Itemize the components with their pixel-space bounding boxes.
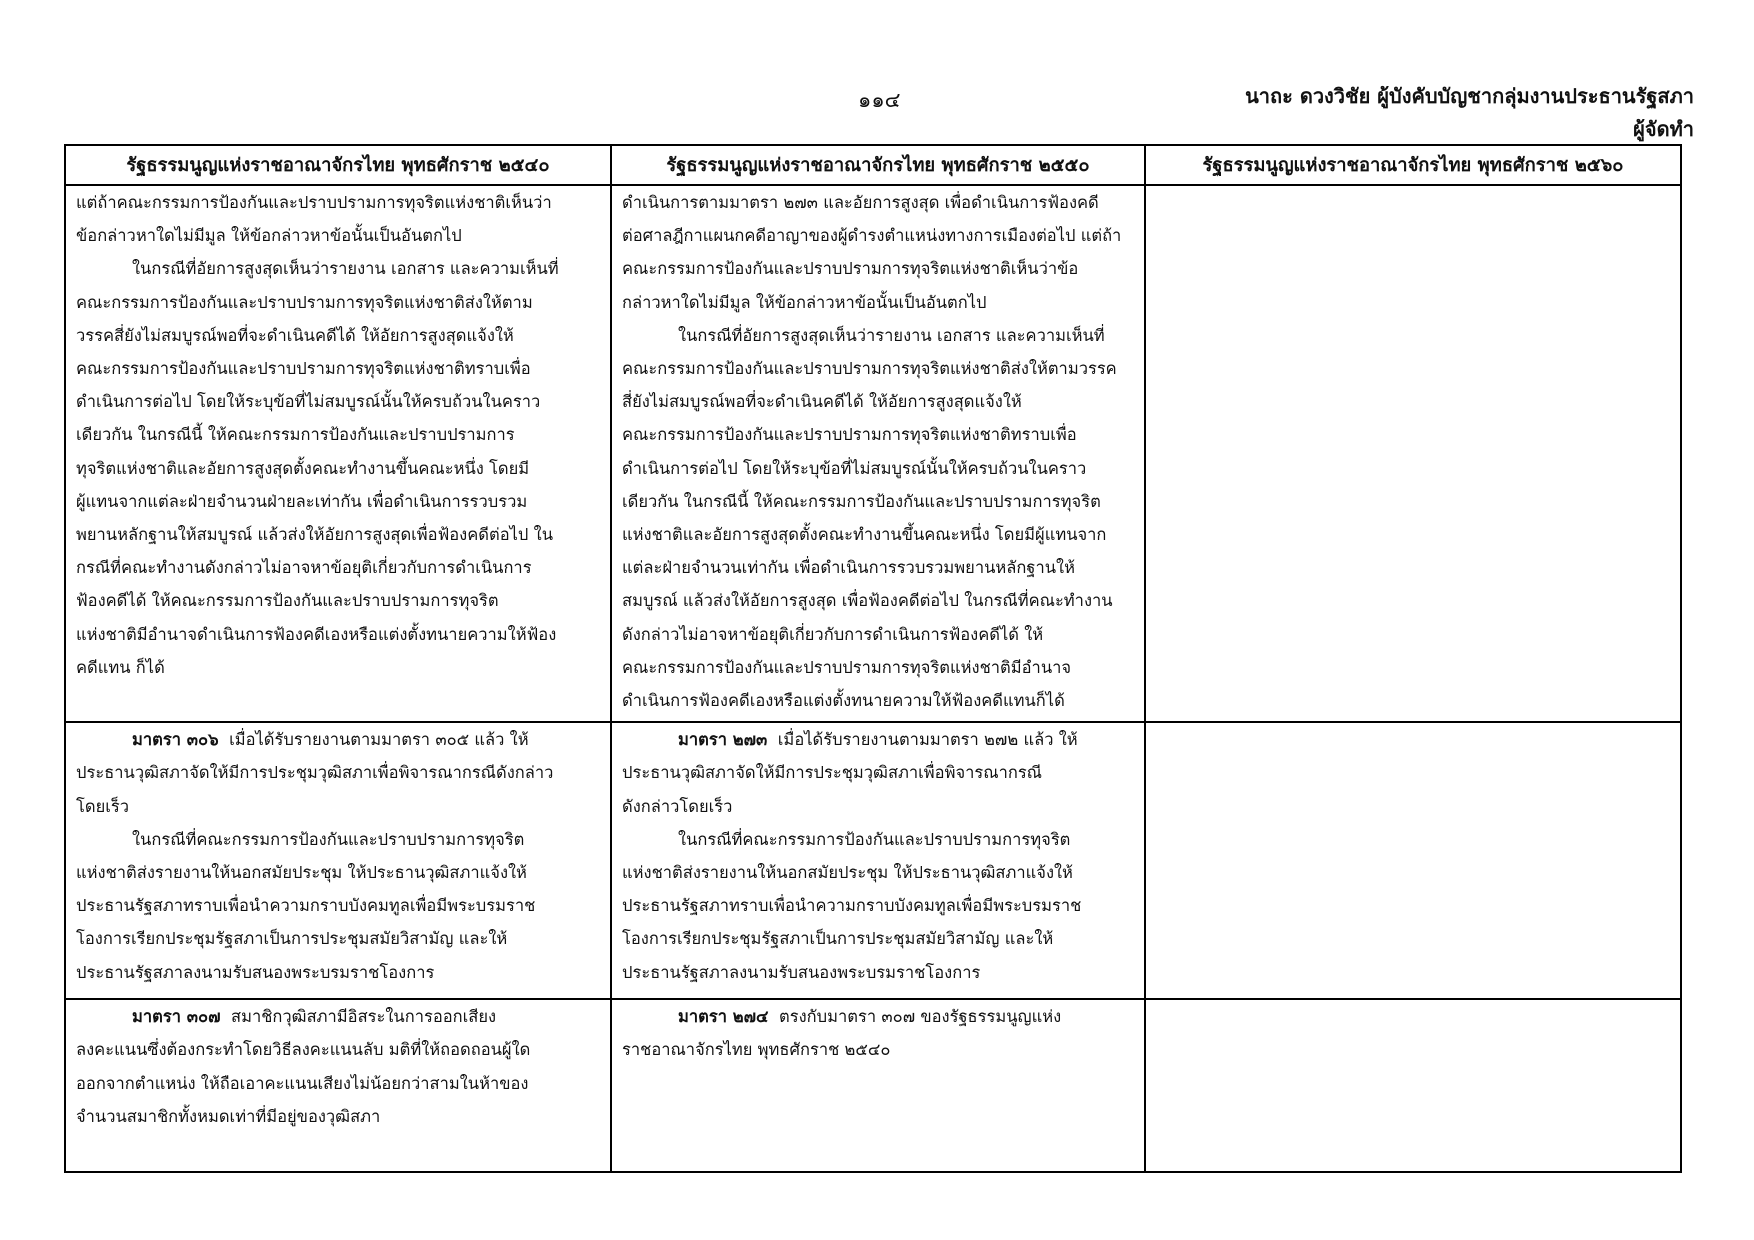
text-line: ทุจริตแห่งชาติและอัยการสูงสุดตั้งคณะทำงานขึ้นคณะหนึ่ง โดยมี	[76, 458, 530, 478]
text-line: สี่ยังไม่สมบูรณ์พอที่จะดำเนินคดีได้ ให้อัยการสูงสุดแจ้งให้	[622, 392, 1022, 412]
section-number: มาตรา ๓๐๗	[132, 1007, 221, 1027]
text-line: แต่ถ้าคณะกรรมการป้องกันและปราบปรามการทุจริตแห่งชาติเห็นว่า	[76, 193, 552, 212]
text-line: โดยเร็ว	[76, 796, 130, 816]
text-line: จำนวนสมาชิกทั้งหมดเท่าที่มีอยู่ของวุฒิสภา	[76, 1106, 381, 1126]
text-line: วรรคสี่ยังไม่สมบูรณ์พอที่จะดำเนินคดีได้ ให้อัยการสูงสุดแจ้งให้	[76, 325, 514, 345]
text-line: คณะกรรมการป้องกันและปราบปรามการทุจริตแห่งชาติทราบเพื่อ	[622, 425, 1077, 445]
text-line: คณะกรรมการป้องกันและปราบปรามการทุจริตแห่งชาติส่งให้ตามวรรค	[622, 359, 1117, 379]
text-line: ราชอาณาจักรไทย พุทธศักราช ๒๕๔๐	[622, 1040, 891, 1060]
text-line: ในกรณีที่คณะกรรมการป้องกันและปราบปรามการทุจริต	[132, 829, 525, 849]
text-line: โองการเรียกประชุมรัฐสภาเป็นการประชุมสมัยวิสามัญ และให้	[76, 929, 508, 949]
text-line: ประธานรัฐสภาลงนามรับสนองพระบรมราชโองการ	[76, 962, 435, 982]
cell-2560	[1145, 999, 1681, 1172]
column-header-2560: รัฐธรรมนูญแห่งราชอาณาจักรไทย พุทธศักราช ๒๕๖๐	[1145, 145, 1681, 185]
text-line: ออกจากตำแหน่ง ให้ถือเอาคะแนนเสียงไม่น้อยกว่าสามในห้าของ	[76, 1073, 529, 1093]
section-number: มาตรา ๓๐๖	[132, 730, 219, 750]
text-line: โองการเรียกประชุมรัฐสภาเป็นการประชุมสมัยวิสามัญ และให้	[622, 929, 1054, 949]
text-line: ประธานรัฐสภาลงนามรับสนองพระบรมราชโองการ	[622, 962, 981, 982]
text-line: ดำเนินการฟ้องคดีเองหรือแต่งตั้งทนายความให้ฟ้องคดีแทนก็ได้	[622, 691, 1065, 711]
text-run: ตรงกับมาตรา ๓๐๗ ของรัฐธรรมนูญแห่ง	[779, 1007, 1062, 1027]
text-line: ดังกล่าวโดยเร็ว	[622, 796, 733, 816]
text-line	[76, 723, 600, 756]
text-line: ประธานวุฒิสภาจัดให้มีการประชุมวุฒิสภาเพื่อพิจารณากรณีดังกล่าว	[76, 763, 554, 783]
text-line: สมบูรณ์ แล้วส่งให้อัยการสูงสุด เพื่อฟ้องคดีต่อไป ในกรณีที่คณะทำงาน	[622, 591, 1113, 611]
author-name: นาถะ ดวงวิชัย ผู้บังคับบัญชากลุ่มงานประธานรัฐสภา	[1245, 84, 1694, 108]
text-line: ข้อกล่าวหาใดไม่มีมูล ให้ข้อกล่าวหาข้อนั้นเป็นอันตกไป	[76, 226, 462, 246]
text-line: แห่งชาติมีอำนาจดำเนินการฟ้องคดีเองหรือแต่งตั้งทนายความให้ฟ้อง	[76, 624, 557, 644]
text-line: พยานหลักฐานให้สมบูรณ์ แล้วส่งให้อัยการสูงสุดเพื่อฟ้องคดีต่อไป ใน	[76, 525, 553, 545]
text-line: ดำเนินการต่อไป โดยให้ระบุข้อที่ไม่สมบูรณ์นั้นให้ครบถ้วนในคราว	[76, 392, 541, 412]
page-number: ๑๑๔	[858, 88, 901, 112]
column-header-2550: รัฐธรรมนูญแห่งราชอาณาจักรไทย พุทธศักราช ๒๕๕๐	[611, 145, 1145, 185]
text-line: ในกรณีที่อัยการสูงสุดเห็นว่ารายงาน เอกสาร และความเห็นที่	[678, 325, 1105, 345]
section-number: มาตรา ๒๗๓	[678, 730, 768, 750]
text-line: แห่งชาติส่งรายงานให้นอกสมัยประชุม ให้ประธานวุฒิสภาแจ้งให้	[622, 863, 1073, 883]
author-block	[1245, 80, 1694, 146]
cell-2550	[611, 722, 1145, 999]
text-line: ดังกล่าวไม่อาจหาข้อยุติเกี่ยวกับการดำเนินการฟ้องคดีได้ ให้	[622, 624, 1044, 644]
text-line: ผู้แทนจากแต่ละฝ่ายจำนวนฝ่ายละเท่ากัน เพื่อดำเนินการรวบรวม	[76, 491, 528, 511]
text-line: แต่ละฝ่ายจำนวนเท่ากัน เพื่อดำเนินการรวบรวมพยานหลักฐานให้	[622, 558, 1075, 578]
text-line: คณะกรรมการป้องกันและปราบปรามการทุจริตแห่งชาติมีอำนาจ	[622, 657, 1072, 677]
cell-2540	[65, 185, 611, 722]
table-row	[65, 185, 1681, 722]
text-line: คดีแทน ก็ได้	[76, 657, 165, 677]
text-line: เดียวกัน ในกรณีนี้ ให้คณะกรรมการป้องกันและปราบปรามการ	[76, 425, 515, 445]
cell-2560	[1145, 722, 1681, 999]
text-run: เมื่อได้รับรายงานตามมาตรา ๓๐๕ แล้ว ให้	[229, 730, 529, 750]
text-line: คณะกรรมการป้องกันและปราบปรามการทุจริตแห่งชาติส่งให้ตาม	[76, 292, 533, 312]
column-header-2540: รัฐธรรมนูญแห่งราชอาณาจักรไทย พุทธศักราช ๒๕๔๐	[65, 145, 611, 185]
text-line: ฟ้องคดีได้ ให้คณะกรรมการป้องกันและปราบปรามการทุจริต	[76, 591, 499, 611]
cell-2560	[1145, 185, 1681, 722]
text-line: ประธานรัฐสภาทราบเพื่อนำความกราบบังคมทูลเพื่อมีพระบรมราช	[76, 896, 536, 916]
cell-2540	[65, 722, 611, 999]
text-line: คณะกรรมการป้องกันและปราบปรามการทุจริตแห่งชาติทราบเพื่อ	[76, 359, 531, 379]
cell-2550	[611, 999, 1145, 1172]
text-line: ประธานรัฐสภาทราบเพื่อนำความกราบบังคมทูลเพื่อมีพระบรมราช	[622, 896, 1082, 916]
text-line: ในกรณีที่อัยการสูงสุดเห็นว่ารายงาน เอกสาร และความเห็นที่	[132, 259, 559, 279]
text-line: ในกรณีที่คณะกรรมการป้องกันและปราบปรามการทุจริต	[678, 829, 1071, 849]
text-line: ต่อศาลฎีกาแผนกคดีอาญาของผู้ดำรงตำแหน่งทางการเมืองต่อไป แต่ถ้า	[622, 226, 1122, 246]
text-line	[622, 723, 1134, 756]
author-role: ผู้จัดทำ	[1633, 117, 1694, 141]
text-line: ดำเนินการต่อไป โดยให้ระบุข้อที่ไม่สมบูรณ์นั้นให้ครบถ้วนในคราว	[622, 458, 1087, 478]
text-line: กรณีที่คณะทำงานดังกล่าวไม่อาจหาข้อยุติเกี่ยวกับการดำเนินการ	[76, 558, 532, 578]
text-line: ดำเนินการตามมาตรา ๒๗๓ และอัยการสูงสุด เพื่อดำเนินการฟ้องคดี	[622, 193, 1099, 212]
text-line: กล่าวหาใดไม่มีมูล ให้ข้อกล่าวหาข้อนั้นเป็นอันตกไป	[622, 292, 987, 312]
cell-2550	[611, 185, 1145, 722]
section-number: มาตรา ๒๗๔	[678, 1007, 769, 1027]
text-line: แห่งชาติส่งรายงานให้นอกสมัยประชุม ให้ประธานวุฒิสภาแจ้งให้	[76, 863, 527, 883]
header-row	[65, 145, 1681, 185]
text-line: แห่งชาติและอัยการสูงสุดตั้งคณะทำงานขึ้นคณะหนึ่ง โดยมีผู้แทนจาก	[622, 525, 1107, 545]
text-line	[76, 1000, 600, 1033]
table-row	[65, 999, 1681, 1172]
cell-2540	[65, 999, 611, 1172]
text-line: คณะกรรมการป้องกันและปราบปรามการทุจริตแห่งชาติเห็นว่าข้อ	[622, 259, 1079, 279]
table-row	[65, 722, 1681, 999]
text-line: ลงคะแนนซึ่งต้องกระทำโดยวิธีลงคะแนนลับ มติที่ให้ถอดถอนผู้ใด	[76, 1040, 531, 1060]
comparison-table	[64, 144, 1682, 1173]
text-run: เมื่อได้รับรายงานตามมาตรา ๒๗๒ แล้ว ให้	[777, 730, 1078, 750]
text-run: สมาชิกวุฒิสภามีอิสระในการออกเสียง	[231, 1007, 497, 1027]
text-line: ประธานวุฒิสภาจัดให้มีการประชุมวุฒิสภาเพื่อพิจารณากรณี	[622, 763, 1042, 783]
text-line	[622, 1000, 1134, 1033]
text-line: เดียวกัน ในกรณีนี้ ให้คณะกรรมการป้องกันและปราบปรามการทุจริต	[622, 491, 1101, 511]
